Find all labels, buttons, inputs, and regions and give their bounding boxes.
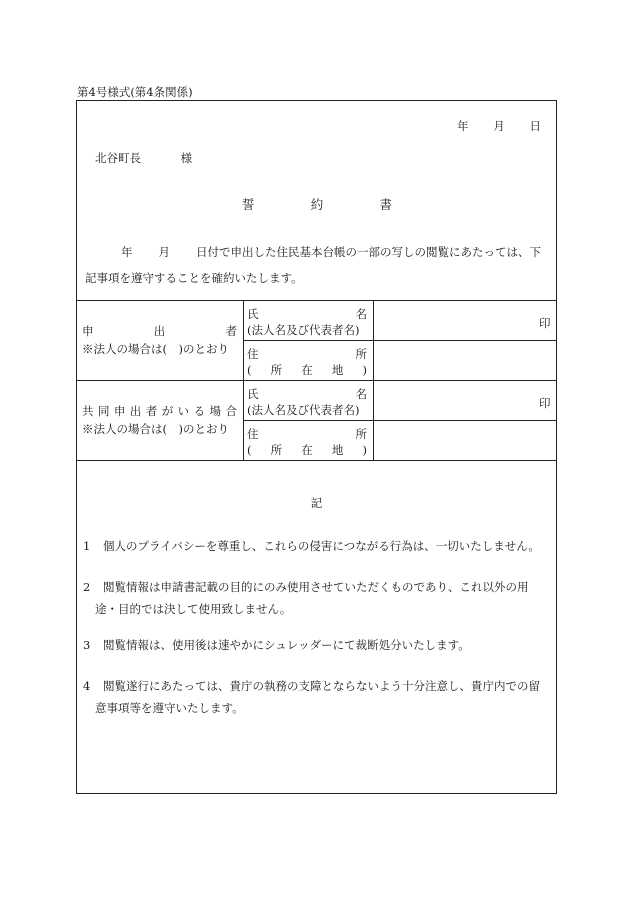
applicant-label bbox=[82, 323, 237, 357]
applicant-name-label: 氏 名 (法人名及び代表者名) bbox=[247, 307, 367, 337]
table-row-divider bbox=[77, 380, 556, 381]
co-applicant-label: 共 同 申 出 者 が い る 場 合 ※法人の場合は( )のとおり bbox=[82, 404, 237, 436]
addressee bbox=[95, 150, 192, 166]
form-number-label: 第4号様式(第4条関係) bbox=[77, 85, 193, 99]
date-year: 年 bbox=[457, 119, 469, 133]
table-row-divider bbox=[243, 340, 556, 341]
label-char: 出 bbox=[153, 324, 166, 338]
label-char: 者 bbox=[225, 324, 237, 338]
title-char: 誓 bbox=[242, 197, 255, 212]
list-item: 2 閲覧情報は申請書記載の目的にのみ使用させていただくものであり、これ以外の用 途・目的では決して使用致しません。 bbox=[83, 580, 529, 616]
date-month: 月 bbox=[493, 119, 505, 133]
name-sublabel: (法人名及び代表者名) bbox=[247, 323, 360, 337]
applicant-note: ※法人の場合は( )のとおり bbox=[82, 342, 229, 356]
document-title bbox=[242, 195, 392, 213]
co-applicant-seal-mark: 印 bbox=[539, 396, 551, 410]
intro-year: 年 bbox=[121, 245, 133, 259]
co-applicant-name-label: 氏 名 (法人名及び代表者名) bbox=[247, 387, 367, 417]
co-applicant-address-label: 住 所 ( 所 在 地 ) bbox=[247, 427, 367, 457]
list-item: 4 閲覧遂行にあたっては、貴庁の執務の支障とならないよう十分注意し、貴庁内での留 意事項等を遵守いたします。 bbox=[83, 679, 540, 715]
intro-text: 日付で申出した住民基本台帳の一部の写しの閲覧にあたっては、下記事項を遵守することを確約いたします。 bbox=[85, 245, 541, 285]
date-line bbox=[457, 118, 541, 134]
intro-month: 月 bbox=[158, 245, 170, 259]
list-item: 3 閲覧情報は、使用後は速やかにシュレッダーにて裁断処分いたします。 bbox=[83, 638, 470, 652]
table-col-divider bbox=[243, 300, 244, 460]
list-item: 1 個人のプライバシーを尊重し、これらの侵害につながる行為は、一切いたしません。 bbox=[83, 539, 540, 553]
co-applicant-note: ※法人の場合は( )のとおり bbox=[82, 422, 229, 436]
label-char: 申 bbox=[82, 324, 94, 338]
pledge-form-frame bbox=[76, 100, 557, 794]
title-char: 書 bbox=[379, 197, 392, 212]
applicant-address-label: 住 所 ( 所 在 地 ) bbox=[247, 347, 367, 377]
date-day: 日 bbox=[529, 119, 541, 133]
intro-paragraph bbox=[85, 239, 549, 291]
table-col-divider bbox=[373, 300, 374, 460]
addressee-honorific: 様 bbox=[180, 151, 193, 165]
applicant-seal-mark: 印 bbox=[539, 316, 551, 330]
ki-heading: 記 bbox=[310, 496, 323, 510]
table-border-bottom bbox=[77, 460, 556, 461]
table-border-top bbox=[77, 300, 556, 301]
addressee-name: 北谷町長 bbox=[95, 151, 141, 165]
table-row-divider bbox=[243, 420, 556, 421]
title-char: 約 bbox=[310, 197, 324, 212]
